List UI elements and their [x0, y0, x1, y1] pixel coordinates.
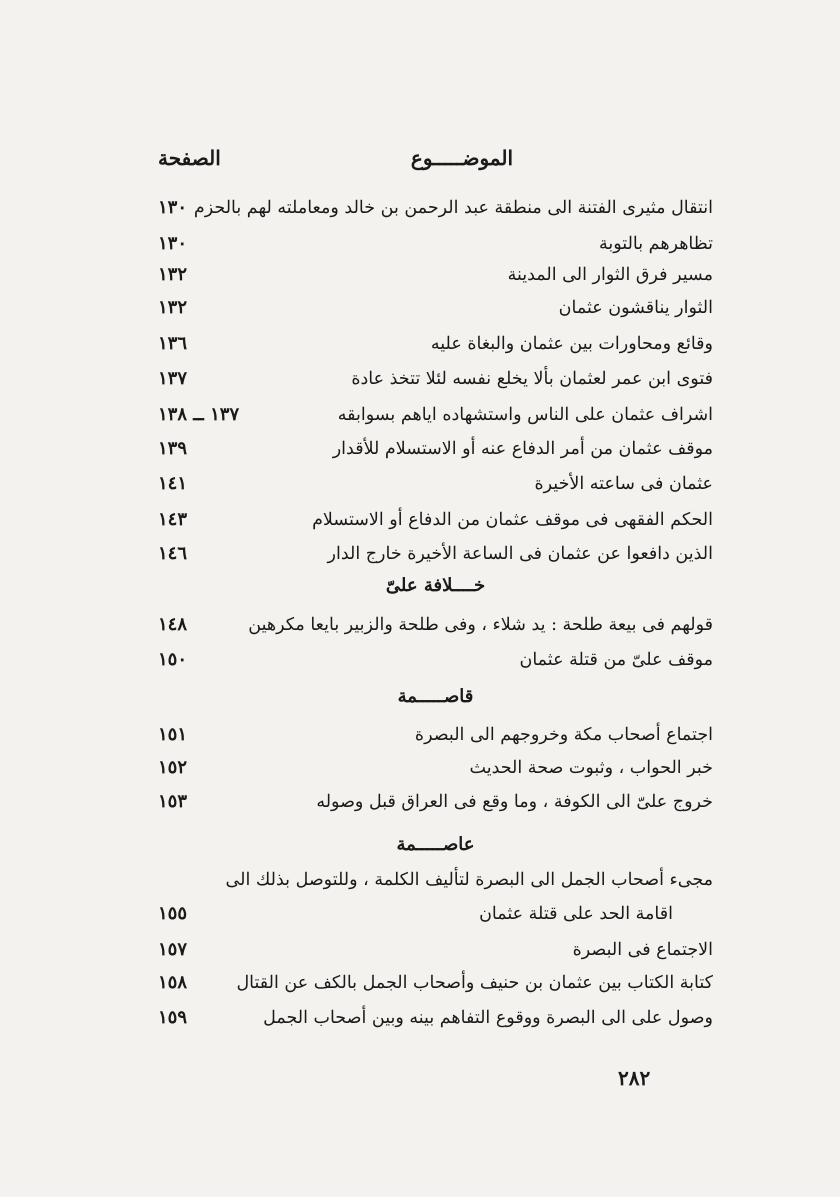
toc-page: ١٣٠	[158, 197, 188, 218]
toc-page: ١٣٩	[158, 438, 188, 459]
page-column-heading: الصفحة	[158, 146, 221, 170]
toc-title: الحكم الفقهى فى موقف عثمان من الدفاع أو الاستسلام	[312, 510, 713, 530]
toc-row	[158, 260, 713, 292]
toc-row	[158, 539, 713, 571]
toc-row	[158, 193, 713, 225]
toc-page: ١٣٦	[158, 333, 188, 354]
toc-page: ١٥٩	[158, 1007, 188, 1028]
topic-column-heading: الموضـــــوع	[410, 146, 513, 170]
toc-page: ١٤٨	[158, 614, 188, 635]
toc-page: ١٥٣	[158, 791, 188, 812]
toc-row	[158, 329, 713, 361]
page-number: ٢٨٢	[618, 1066, 651, 1090]
toc-row	[158, 364, 713, 396]
toc-title: مجىء أصحاب الجمل الى البصرة لتأليف الكلمة ، وللتوصل بذلك الى	[225, 870, 713, 890]
section-heading: قاصـــــمة	[397, 686, 474, 707]
toc-row	[158, 720, 713, 752]
toc-row	[158, 293, 713, 325]
toc-title: عثمان فى ساعته الأخيرة	[534, 474, 713, 494]
toc-row	[158, 935, 713, 967]
toc-title: خروج علىّ الى الكوفة ، وما وقع فى العراق قبل وصوله	[316, 792, 713, 812]
toc-row	[158, 434, 713, 466]
toc-title: اشراف عثمان على الناس واستشهاده اياهم بسوابقه	[337, 405, 713, 425]
toc-title: كتابة الكتاب بين عثمان بن حنيف وأصحاب الجمل بالكف عن القتال	[236, 973, 713, 993]
toc-row	[158, 753, 713, 785]
section-heading: عاصـــــمة	[396, 834, 475, 855]
toc-page: ١٣٢	[158, 264, 188, 285]
toc-title: انتقال مثيرى الفتنة الى منطقة عبد الرحمن بن خالد ومعاملته لهم بالحزم	[193, 198, 713, 218]
toc-title: اجتماع أصحاب مكة وخروجهم الى البصرة	[414, 725, 713, 745]
toc-page: ١٥٢	[158, 757, 188, 778]
toc-row	[158, 610, 713, 642]
toc-page: ١٥٧	[158, 939, 188, 960]
toc-page: ١٣٧ ــ ١٣٨	[158, 404, 240, 425]
toc-page: ١٣٢	[158, 297, 188, 318]
toc-row	[158, 505, 713, 537]
toc-page: ١٤١	[158, 473, 188, 494]
toc-title: موقف عثمان من أمر الدفاع عنه أو الاستسلام للأقدار	[332, 439, 713, 459]
toc-page: ١٥٥	[158, 903, 188, 924]
toc-title: خبر الحواب ، وثبوت صحة الحديث	[469, 758, 713, 778]
section-heading: خــــلافة علىّ	[385, 575, 486, 596]
toc-row	[158, 899, 713, 931]
toc-title: قولهم فى بيعة طلحة : يد شلاء ، وفى طلحة والزبير بايعا مكرهين	[248, 615, 713, 635]
toc-title: الذين دافعوا عن عثمان فى الساعة الأخيرة خارج الدار	[327, 544, 713, 564]
toc-page: ١٥٠	[158, 649, 188, 670]
toc-title: وصول على الى البصرة ووقوع التفاهم بينه وبين أصحاب الجمل	[263, 1008, 713, 1028]
toc-page: ١٤٣	[158, 509, 188, 530]
toc-page: ١٥٨	[158, 972, 188, 993]
toc-row	[158, 400, 713, 432]
toc-title: وقائع ومحاورات بين عثمان والبغاة عليه	[430, 334, 713, 354]
toc-page: ١٣٠	[158, 233, 188, 254]
toc-title: مسير فرق الثوار الى المدينة	[507, 265, 713, 285]
toc-row	[158, 469, 713, 501]
toc-title: الاجتماع فى البصرة	[572, 940, 713, 960]
toc-row	[158, 645, 713, 677]
table-header	[158, 146, 713, 176]
toc-title: فتوى ابن عمر لعثمان بألا يخلع نفسه لئلا تتخذ عادة	[351, 369, 713, 389]
toc-row	[158, 1003, 713, 1035]
toc-page: ١٥١	[158, 724, 188, 745]
toc-row	[158, 787, 713, 819]
toc-row	[158, 865, 713, 897]
toc-page: ١٤٦	[158, 543, 188, 564]
toc-title: تظاهرهم بالتوبة	[599, 234, 713, 254]
toc-row	[158, 968, 713, 1000]
toc-title: الثوار يناقشون عثمان	[558, 298, 713, 318]
toc-row	[158, 229, 713, 261]
toc-title: اقامة الحد على قتلة عثمان	[479, 904, 673, 924]
toc-page: ١٣٧	[158, 368, 188, 389]
toc-title: موقف علىّ من قتلة عثمان	[519, 650, 713, 670]
